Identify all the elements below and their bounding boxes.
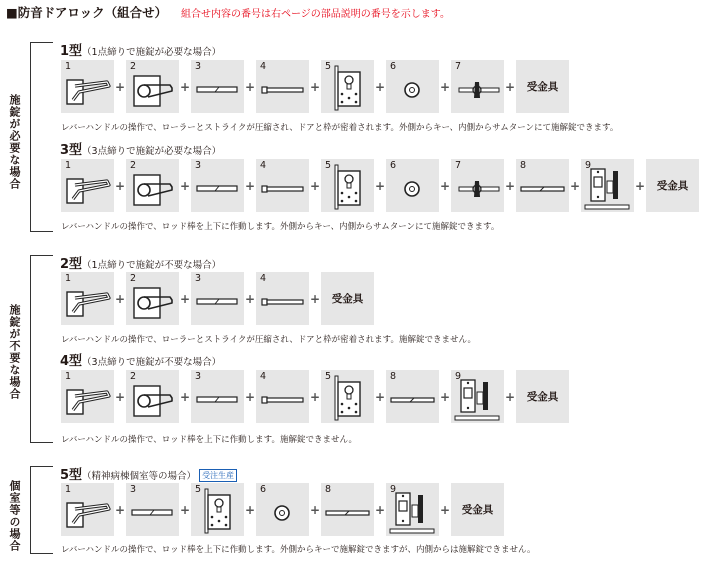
part-number: 4 <box>260 273 267 284</box>
part-rod <box>256 60 309 113</box>
plus-sign: + <box>439 178 451 193</box>
plus-sign: + <box>439 502 451 517</box>
part-handle-rosette <box>126 60 179 113</box>
plus-sign: + <box>374 502 386 517</box>
part-strike-plate <box>386 483 439 536</box>
part-number: 5 <box>325 160 332 171</box>
plus-sign: + <box>569 178 581 193</box>
type-name: 5型 <box>60 468 83 483</box>
plus-sign: + <box>179 502 191 517</box>
part-long-rod <box>321 483 374 536</box>
part-spindle-bar <box>191 370 244 423</box>
part-number: 9 <box>455 371 462 382</box>
part-number: 4 <box>260 160 267 171</box>
part-thumb-turn <box>451 60 504 113</box>
part-handle-rosette <box>126 370 179 423</box>
part-spindle-bar <box>191 272 244 325</box>
plus-sign: + <box>309 178 321 193</box>
part-number: 5 <box>325 61 332 72</box>
part-number: 2 <box>130 61 137 72</box>
part-number: 3 <box>195 160 202 171</box>
part-number: 5 <box>325 371 332 382</box>
part-rod <box>256 370 309 423</box>
part-number: 2 <box>130 160 137 171</box>
part-lock-case <box>321 159 374 212</box>
plus-sign: + <box>114 502 126 517</box>
plus-sign: + <box>114 291 126 306</box>
plus-sign: + <box>504 389 516 404</box>
type-name: 4型 <box>60 354 83 369</box>
receiver-fitting: 受金具 <box>646 159 699 212</box>
plus-sign: + <box>504 79 516 94</box>
type-condition: （3点締りで施錠が不要な場合） <box>82 357 222 368</box>
part-spindle-bar <box>191 60 244 113</box>
part-number: 7 <box>455 61 462 72</box>
part-handle-rosette <box>126 272 179 325</box>
part-lock-case <box>321 370 374 423</box>
type-name: 3型 <box>60 143 83 158</box>
part-number: 5 <box>195 484 202 495</box>
part-long-rod <box>516 159 569 212</box>
part-number: 7 <box>455 160 462 171</box>
type-3-parts-row <box>61 159 699 212</box>
plus-sign: + <box>179 178 191 193</box>
part-lever-handle <box>61 483 114 536</box>
plus-sign: + <box>439 389 451 404</box>
type-2-parts-row <box>61 272 374 325</box>
part-number: 3 <box>130 484 137 495</box>
part-number: 9 <box>585 160 592 171</box>
type-2-heading <box>60 253 221 272</box>
part-cylinder <box>256 483 309 536</box>
type-name: 1型 <box>60 44 83 59</box>
plus-sign: + <box>309 502 321 517</box>
plus-sign: + <box>309 291 321 306</box>
plus-sign: + <box>374 178 386 193</box>
part-lock-case <box>191 483 244 536</box>
part-cylinder <box>386 60 439 113</box>
part-number: 4 <box>260 61 267 72</box>
plus-sign: + <box>374 79 386 94</box>
type-condition: （1点締りで施錠が不要な場合） <box>82 260 222 271</box>
group-bracket-private-room <box>30 466 53 554</box>
plus-sign: + <box>114 79 126 94</box>
part-thumb-turn <box>451 159 504 212</box>
part-lever-handle <box>61 159 114 212</box>
part-strike-plate <box>451 370 504 423</box>
plus-sign: + <box>244 79 256 94</box>
receiver-fitting: 受金具 <box>516 60 569 113</box>
part-lever-handle <box>61 60 114 113</box>
type-name: 2型 <box>60 257 83 272</box>
part-number: 1 <box>65 160 72 171</box>
part-number: 1 <box>65 484 72 495</box>
plus-sign: + <box>244 178 256 193</box>
receiver-fitting: 受金具 <box>516 370 569 423</box>
part-spindle-bar <box>191 159 244 212</box>
receiver-fitting: 受金具 <box>321 272 374 325</box>
type-3-heading <box>60 139 221 158</box>
plus-sign: + <box>244 291 256 306</box>
group-label-lock-required: 施錠が必要な場合 <box>8 94 21 190</box>
type-5-parts-row <box>61 483 504 536</box>
part-rod <box>256 159 309 212</box>
part-number: 6 <box>390 61 397 72</box>
part-strike-plate <box>581 159 634 212</box>
type-3-description: レバーハンドルの操作で、ロッド棒を上下に作動します。外側からキー、内側からサムターンにて施解錠できます。 <box>61 222 500 232</box>
part-rod <box>256 272 309 325</box>
part-number: 6 <box>260 484 267 495</box>
part-number: 8 <box>520 160 527 171</box>
plus-sign: + <box>179 291 191 306</box>
plus-sign: + <box>504 178 516 193</box>
part-cylinder <box>386 159 439 212</box>
plus-sign: + <box>244 502 256 517</box>
part-number: 9 <box>390 484 397 495</box>
group-label-lock-not-required: 施錠が不要な場合 <box>8 304 21 400</box>
type-1-description: レバーハンドルの操作で、ローラーとストライクが圧縮され、ドアと枠が密着されます。外側からキー、内側からサムターンにて施解錠できます。 <box>61 123 619 133</box>
part-lever-handle <box>61 370 114 423</box>
type-condition: （1点締りで施錠が必要な場合） <box>82 47 222 58</box>
plus-sign: + <box>179 389 191 404</box>
type-5-description: レバーハンドルの操作で、ロッド棒を上下に作動します。外側からキーで施解錠できますが、内側からは施解錠できません。 <box>61 545 536 555</box>
part-number: 3 <box>195 61 202 72</box>
part-number: 1 <box>65 61 72 72</box>
part-number: 3 <box>195 371 202 382</box>
plus-sign: + <box>114 389 126 404</box>
part-number: 1 <box>65 273 72 284</box>
type-5-heading <box>60 464 237 483</box>
plus-sign: + <box>374 389 386 404</box>
made-to-order-badge: 受注生産 <box>199 469 237 482</box>
plus-sign: + <box>309 389 321 404</box>
group-bracket-lock-required <box>30 42 53 232</box>
type-4-heading <box>60 350 221 369</box>
part-number: 4 <box>260 371 267 382</box>
plus-sign: + <box>309 79 321 94</box>
part-handle-rosette <box>126 159 179 212</box>
part-number: 6 <box>390 160 397 171</box>
type-condition: （精神病棟個室等の場合） <box>82 471 197 482</box>
type-condition: （3点締りで施錠が必要な場合） <box>82 146 222 157</box>
part-number: 2 <box>130 371 137 382</box>
page-title: ■防音ドアロック（組合せ） <box>6 5 168 20</box>
type-4-description: レバーハンドルの操作で、ロッド棒を上下に作動します。施解錠できません。 <box>61 435 357 445</box>
type-2-description: レバーハンドルの操作で、ローラーとストライクが圧縮され、ドアと枠が密着されます。施解錠できません。 <box>61 335 476 345</box>
type-1-heading <box>60 40 221 59</box>
receiver-fitting: 受金具 <box>451 483 504 536</box>
part-long-rod <box>386 370 439 423</box>
part-number: 2 <box>130 273 137 284</box>
type-4-parts-row <box>61 370 569 423</box>
plus-sign: + <box>179 79 191 94</box>
plus-sign: + <box>114 178 126 193</box>
plus-sign: + <box>634 178 646 193</box>
part-number: 8 <box>325 484 332 495</box>
part-lever-handle <box>61 272 114 325</box>
plus-sign: + <box>244 389 256 404</box>
part-lock-case <box>321 60 374 113</box>
plus-sign: + <box>439 79 451 94</box>
type-1-parts-row <box>61 60 569 113</box>
part-number: 1 <box>65 371 72 382</box>
part-spindle-bar <box>126 483 179 536</box>
part-number: 8 <box>390 371 397 382</box>
part-number: 3 <box>195 273 202 284</box>
group-label-private-room: 個室等の場合 <box>8 480 21 552</box>
page-note: 組合せ内容の番号は右ページの部品説明の番号を示します。 <box>181 9 450 20</box>
group-bracket-lock-not-required <box>30 255 53 443</box>
